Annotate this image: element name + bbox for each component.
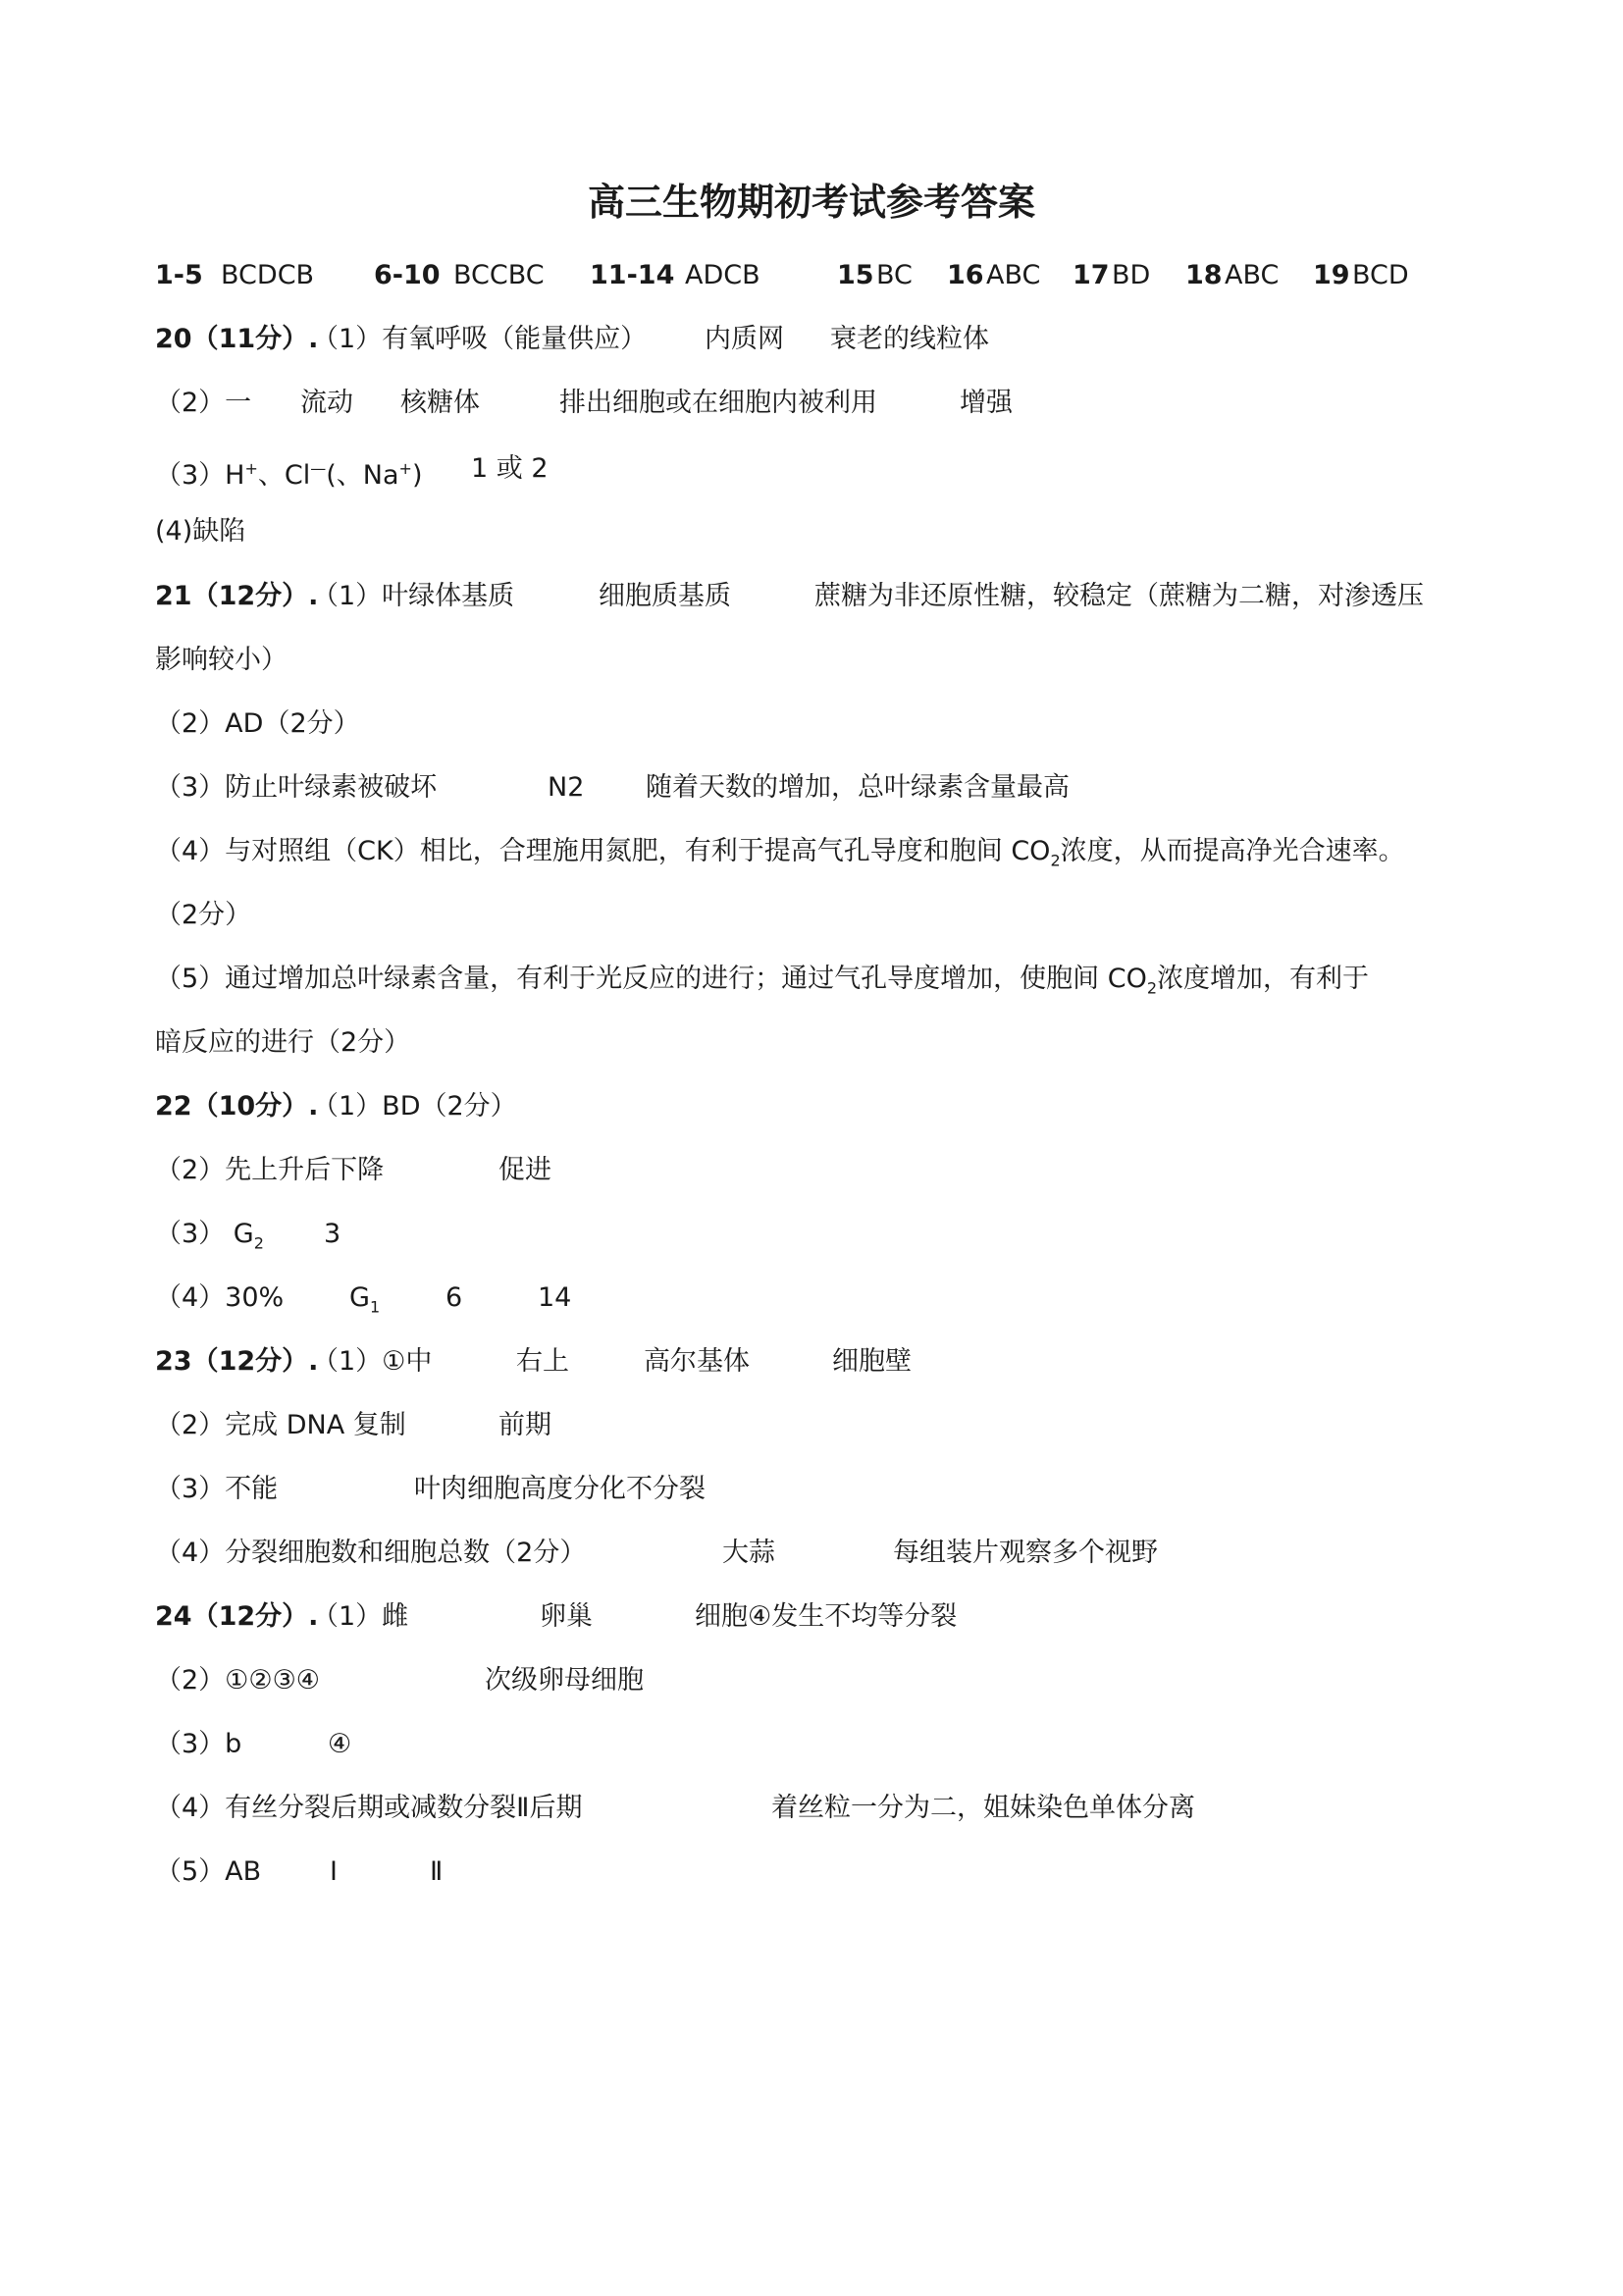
answer-text: （1）①中 — [312, 1346, 433, 1377]
answer-text: （2）①②③④ — [155, 1665, 320, 1696]
answer-text: Ⅱ — [430, 1856, 444, 1887]
answer-text: （2分） — [155, 900, 252, 930]
answer-text: 3 — [324, 1219, 341, 1249]
answer-text: （1）雌 — [312, 1601, 409, 1632]
mc-value: BCDCB — [221, 260, 315, 290]
answer-text: （3）b — [155, 1729, 242, 1759]
mc-key: 16 — [947, 260, 984, 290]
answer-text: （4）有丝分裂后期或减数分裂Ⅱ后期 — [155, 1793, 583, 1823]
mc-key: 15 — [837, 260, 874, 290]
answer-text: （2）先上升后下降 — [155, 1155, 385, 1185]
answer-text: （3） $G_2$ — [155, 1219, 264, 1253]
answer-text: 14 — [538, 1282, 572, 1313]
answer-text: N2 — [548, 772, 585, 803]
mc-value: BCCBC — [453, 260, 545, 290]
q23-heading: 23（12分）. — [155, 1346, 319, 1377]
answer-text: （3）防止叶绿素被破坏 — [155, 772, 438, 803]
mc-key: 11-14 — [590, 260, 675, 290]
answer-text: 增强 — [960, 388, 1013, 418]
mc-value: ABC — [1225, 260, 1280, 290]
page-title: 高三生物期初考试参考答案 — [587, 180, 1035, 224]
mc-key: 6-10 — [374, 260, 441, 290]
answer-text: 暗反应的进行（2分） — [155, 1027, 411, 1058]
q20-heading: 20（11分）. — [155, 324, 319, 354]
answer-text: 内质网 — [705, 324, 784, 354]
answer-text: （4）与对照组（CK）相比，合理施用氮肥，有利于提高气孔导度和胞间 $CO_2$浓度，从而提高净光合速率。 — [155, 836, 1405, 870]
mc-value: ADCB — [685, 260, 760, 290]
answer-text: 衰老的线粒体 — [830, 324, 989, 354]
answer-text: 影响较小） — [155, 645, 288, 675]
mc-key: 19 — [1313, 260, 1350, 290]
answer-text: 高尔基体 — [644, 1346, 750, 1377]
mc-value: BC — [876, 260, 913, 290]
answer-text: 细胞④发生不均等分裂 — [695, 1601, 958, 1632]
answer-text: 流动 — [300, 388, 353, 418]
answer-text: 排出细胞或在细胞内被利用 — [559, 388, 877, 418]
q24-heading: 24（12分）. — [155, 1601, 319, 1632]
answer-text: 大蒜 — [722, 1538, 775, 1568]
answer-text: （5）通过增加总叶绿素含量，有利于光反应的进行；通过气孔导度增加，使胞间 $CO_2$浓度增加，有利于 — [155, 964, 1370, 998]
answer-text: ④ — [328, 1729, 352, 1759]
answer-text: （5）AB — [155, 1856, 262, 1887]
q21-heading: 21（12分）. — [155, 581, 319, 611]
answer-text: 细胞质基质 — [599, 581, 731, 611]
answer-text: 6 — [445, 1282, 463, 1313]
mc-value: BD — [1112, 260, 1151, 290]
answer-text: 着丝粒一分为二，姐妹染色单体分离 — [771, 1793, 1195, 1823]
answer-text: 前期 — [498, 1410, 551, 1440]
mc-key: 17 — [1073, 260, 1110, 290]
answer-text: $G_1$ — [349, 1282, 381, 1317]
answer-text: 细胞壁 — [832, 1346, 912, 1377]
answer-text: (4)缺陷 — [155, 516, 246, 547]
answer-text: 卵巢 — [540, 1601, 593, 1632]
answer-text: （3）不能 — [155, 1474, 279, 1504]
answer-text: 叶肉细胞高度分化不分裂 — [414, 1474, 706, 1504]
answer-text: （2）一 — [155, 388, 252, 418]
answer-text: 促进 — [498, 1155, 551, 1185]
answer-text: 次级卵母细胞 — [485, 1665, 644, 1696]
answer-text: （2）完成 DNA 复制 — [155, 1410, 406, 1440]
answer-text: （2）AD（2分） — [155, 708, 360, 739]
answer-text: （4）分裂细胞数和细胞总数（2分） — [155, 1538, 587, 1568]
answer-text: （4）30% — [155, 1282, 285, 1313]
q22-heading: 22（10分）. — [155, 1091, 319, 1122]
answer-text: 每组装片观察多个视野 — [893, 1538, 1158, 1568]
mc-key: 18 — [1185, 260, 1223, 290]
answer-text: 随着天数的增加，总叶绿素含量最高 — [646, 772, 1070, 803]
mc-value: BCD — [1352, 260, 1409, 290]
answer-text: 蔗糖为非还原性糖，较稳定（蔗糖为二糖，对渗透压 — [814, 581, 1424, 611]
answer-text: （3）H+、Cl—(、Na+) — [155, 459, 423, 491]
answer-text: （1）有氧呼吸（能量供应） — [312, 324, 648, 354]
answer-text: 核糖体 — [400, 388, 480, 418]
answer-text: （1）BD（2分） — [312, 1091, 517, 1122]
answer-text: Ⅰ — [330, 1856, 338, 1887]
answer-text: 右上 — [516, 1346, 569, 1377]
mc-value: ABC — [986, 260, 1041, 290]
answer-text: （1）叶绿体基质 — [312, 581, 515, 611]
mc-key: 1-5 — [155, 260, 203, 290]
answer-text: 1 或 2 — [471, 453, 549, 484]
